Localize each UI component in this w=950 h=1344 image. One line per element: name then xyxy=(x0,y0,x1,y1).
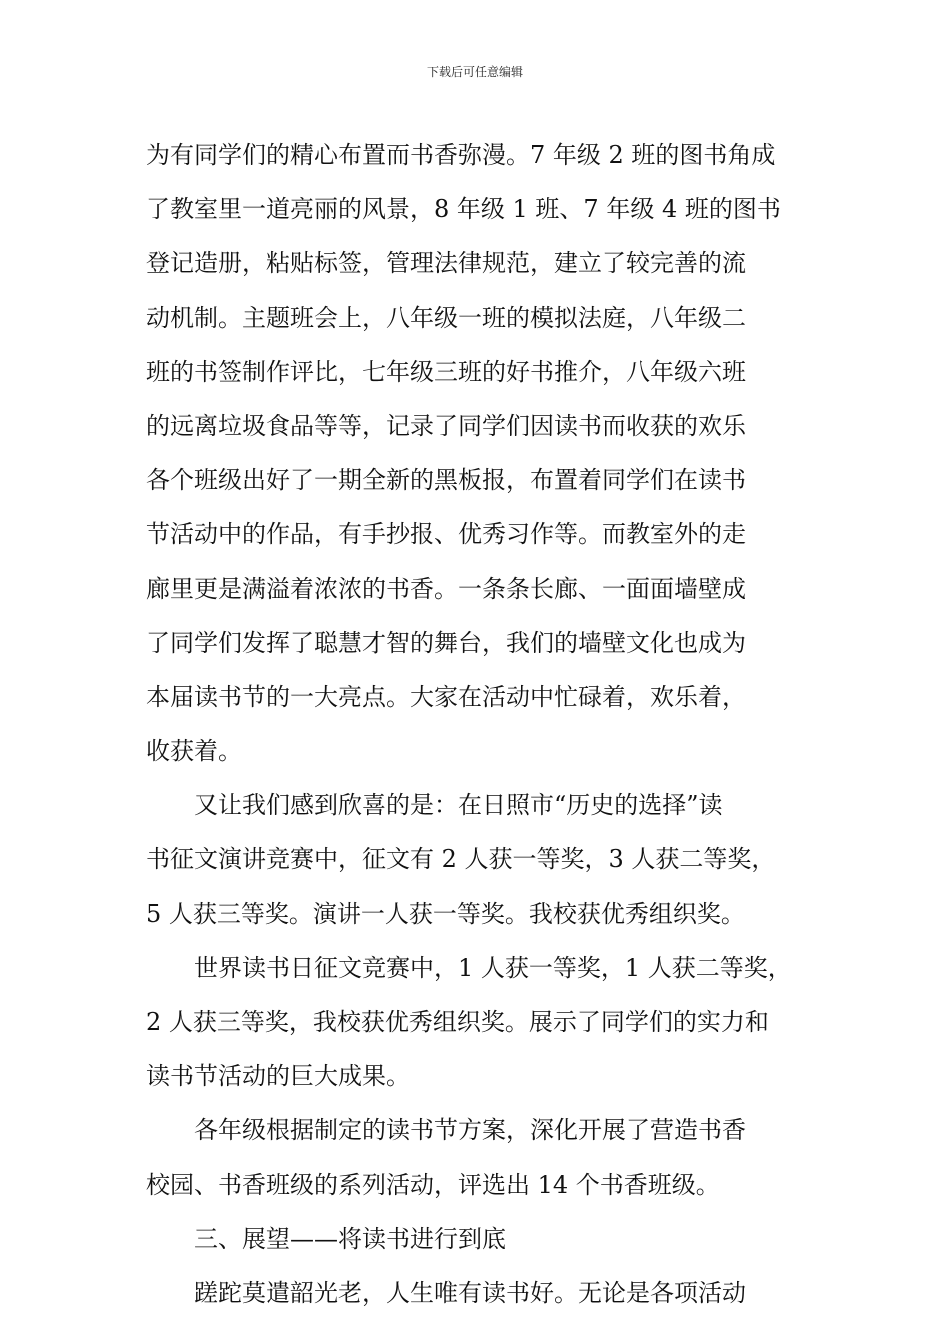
text-line: 班的书签制作评比，七年级三班的好书推介，八年级六班 xyxy=(146,357,746,386)
page-header: 下载后可任意编辑 xyxy=(426,65,523,79)
text-line: 登记造册，粘贴标签，管理法律规范，建立了较完善的流 xyxy=(146,249,746,278)
text-line: 5 人获三等奖。演讲一人获一等奖。我校获优秀组织奖。 xyxy=(146,899,745,928)
text-line: 节活动中的作品，有手抄报、优秀习作等。而教室外的走 xyxy=(146,520,746,549)
text-line: 本届读书节的一大亮点。大家在活动中忙碌着，欢乐着， xyxy=(146,682,746,711)
paragraph-start-line: 世界读书日征文竞赛中，1 人获一等奖，1 人获二等奖， xyxy=(194,953,792,982)
text-line: 收获着。 xyxy=(146,737,242,766)
paragraph-start-line: 又让我们感到欣喜的是：在日照市“历史的选择”读 xyxy=(194,791,723,820)
text-line: 2 人获三等奖，我校获优秀组织奖。展示了同学们的实力和 xyxy=(146,1008,769,1036)
text-line: 书征文演讲竞赛中，征文有 2 人获一等奖，3 人获二等奖， xyxy=(146,845,776,874)
section-heading: 三、展望——将读书进行到底 xyxy=(194,1224,506,1253)
text-line: 了教室里一道亮丽的风景，8 年级 1 班、7 年级 4 班的图书 xyxy=(146,195,781,224)
text-line: 了同学们发挥了聪慧才智的舞台，我们的墙壁文化也成为 xyxy=(146,628,746,657)
paragraph-start-line: 各年级根据制定的读书节方案，深化开展了营造书香 xyxy=(194,1116,746,1145)
text-line: 读书节活动的巨大成果。 xyxy=(146,1062,410,1091)
text-line: 动机制。主题班会上，八年级一班的模拟法庭，八年级二 xyxy=(146,303,746,332)
body-text xyxy=(146,128,826,1320)
text-line: 为有同学们的精心布置而书香弥漫。7 年级 2 班的图书角成 xyxy=(146,141,776,169)
text-line: 廊里更是满溢着浓浓的书香。一条条长廊、一面面墙壁成 xyxy=(146,574,746,603)
paragraph-start-line: 蹉跎莫遣韶光老，人生唯有读书好。无论是各项活动 xyxy=(194,1278,746,1307)
text-line: 的远离垃圾食品等等，记录了同学们因读书而收获的欢乐 xyxy=(146,411,746,440)
text-line: 校园、书香班级的系列活动，评选出 14 个书香班级。 xyxy=(146,1170,720,1199)
text-line: 各个班级出好了一期全新的黑板报，布置着同学们在读书 xyxy=(146,466,746,495)
